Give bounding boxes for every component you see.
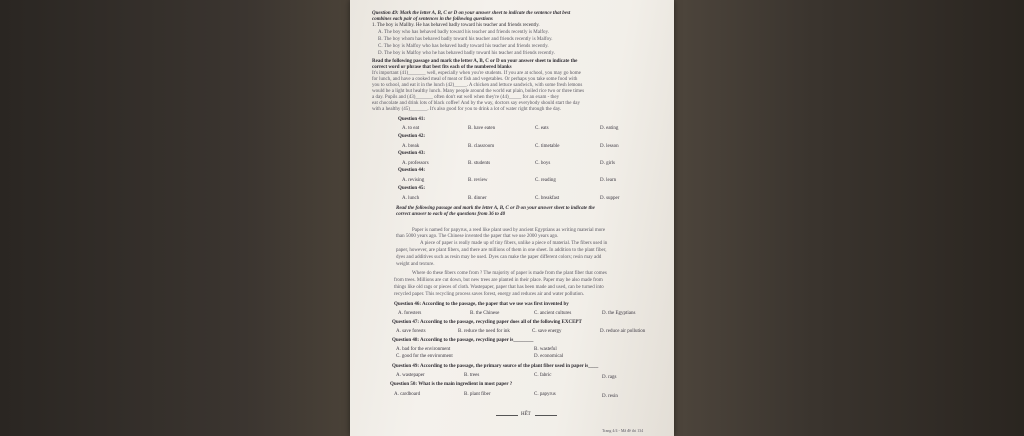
end-rule-left xyxy=(496,415,518,416)
passage1-line: you to school, and eat it in the lunch (42)_____. A chicken and lettuce sandwich, with some fresh lemons xyxy=(372,83,583,88)
exam-paper-sheet xyxy=(350,0,674,436)
passage2-line: things like old rags or pieces of cloth. Wastepaper, paper that has been made and used, can be turned into xyxy=(394,285,604,290)
q49b-option-d: D. rags xyxy=(602,375,617,380)
passage2-instruction-line2: correct answer to each of the questions from 36 to 40 xyxy=(396,212,506,217)
q46-option-b: B. the Chinese xyxy=(470,311,500,316)
passage2-line: weight and texture. xyxy=(396,262,435,267)
q41-option-c: C. eats xyxy=(535,126,549,131)
question-49-stem: Question 49: According to the passage, the primary source of the plant fiber used in paper is____ xyxy=(392,364,599,369)
q49-instruction-line1: Question 49: Mark the letter A, B, C or D on your answer sheet to indicate the sentence that best xyxy=(372,11,571,16)
question-43-label: Question 43: xyxy=(398,151,426,156)
q41-option-d: D. eating xyxy=(600,126,619,131)
background-right xyxy=(674,0,1024,436)
q45-option-d: D. supper xyxy=(600,196,620,201)
passage2-instruction-line1: Read the following passage and mark the letter A, B, C or D on your answer sheet to indicate the xyxy=(396,206,595,211)
question-44-label: Question 44: xyxy=(398,168,426,173)
q48-option-d: D. economical xyxy=(534,354,564,359)
q42-option-a: A. break xyxy=(402,144,420,149)
q44-option-b: B. review xyxy=(468,178,488,183)
q48-option-b: B. wasteful xyxy=(534,347,557,352)
passage1-line: with a healthy (45)_______. It's also good for you to drink a lot of water right through the day. xyxy=(372,107,562,112)
q46-option-a: A. foresters xyxy=(398,311,422,316)
passage1-line: It's important (41)_______ well, especially when you're students. If you are at school, you may go home xyxy=(372,71,581,76)
passage1-line: eat chocolate and drink lots of black coffee! And by the way, doctors say everybody should start the day xyxy=(372,101,580,106)
passage2-line: paper, however, are plant fibers, and there are millions of them in one sheet. In addition to the plant fiber, xyxy=(396,248,607,253)
q42-option-b: B. classroom xyxy=(468,144,495,149)
passage2-line: from trees. Millions are cut down, but new trees are planted in their place. Paper may be also made from xyxy=(394,278,603,283)
q41-option-a: A. to eat xyxy=(402,126,420,131)
passage1-line: for lunch, and have a cooked meal of meat or fish and vegetables. Or perhaps you take some food with xyxy=(372,77,578,82)
q49-option-d: D. The boy is Malfoy who he has behaved badly toward his teacher and friends recently. xyxy=(378,51,555,56)
passage2-line: than 5000 years ago. The Chinese invented the paper that we use 2000 years ago. xyxy=(396,234,559,239)
q43-option-d: D. girls xyxy=(600,161,615,166)
q45-option-a: A. lunch xyxy=(402,196,420,201)
passage1-line: a day. Pupils and (43)_______ often don't eat well when they're (44)_____ for an exam - they xyxy=(372,95,560,100)
q45-option-c: C. breakfast xyxy=(535,196,560,201)
q49-stem: 1. The boy is Mallby. He has behaved badly toward his teacher and friends recently. xyxy=(372,23,540,28)
q48-option-a: A. bad for the environment xyxy=(396,347,451,352)
q42-option-d: D. lesson xyxy=(600,144,619,149)
q49-instruction-line2: combines each pair of sentences in the following questions xyxy=(372,17,493,22)
question-47-stem: Question 47: According to the passage, recycling paper does all of the following EXCEPT xyxy=(392,320,582,325)
page-footer: Trang 4/4 - Mã đề thi 134 xyxy=(602,428,644,433)
question-45-label: Question 45: xyxy=(398,186,426,191)
passage2-line: recycled paper. This recycling process saves forest, energy and reduces air and water pollution. xyxy=(394,292,585,297)
q50-option-b: B. plant fiber xyxy=(464,392,491,397)
q44-option-c: C. reading xyxy=(535,178,556,183)
passage1-instruction-line1: Read the following passage and mark the letter A, B, C or D on your answer sheet to indicate the xyxy=(372,59,578,64)
q44-option-d: D. learn xyxy=(600,178,617,183)
q49b-option-a: A. wastepaper xyxy=(396,373,425,378)
q47-option-d: D. reduce air pollution xyxy=(600,329,646,334)
q50-option-c: C. papyrus xyxy=(534,392,556,397)
q49b-option-c: C. fabric xyxy=(534,373,552,378)
question-41-label: Question 41: xyxy=(398,117,426,122)
q50-option-d: D. resin xyxy=(602,394,618,399)
q43-option-a: A. professors xyxy=(402,161,429,166)
q46-option-c: C. ancient cultures xyxy=(534,311,572,316)
q49b-option-b: B. trees xyxy=(464,373,480,378)
passage1-line: would be a light but healthy lunch. Many people around the world eat plain, boiled rice two or three times xyxy=(372,89,585,94)
q50-option-a: A. cardboard xyxy=(394,392,421,397)
passage2-line: Where do these fibers come from ? The majority of paper is made from the plant fiber that comes xyxy=(412,271,607,276)
q44-option-a: A. revising xyxy=(402,178,425,183)
question-46-stem: Question 46: According to the passage, the paper that we use was first invented by xyxy=(394,302,569,307)
passage2-line: Paper is named for papyrus, a reed like plant used by ancient Egyptians as writing material more xyxy=(412,228,606,233)
passage1-instruction-line2: correct word or phrase that best fits each of the numbered blanks xyxy=(372,65,512,70)
q47-option-c: C. save energy xyxy=(532,329,562,334)
question-42-label: Question 42: xyxy=(398,134,426,139)
q49-option-c: C. The boy is Malfoy who has behaved badly toward his teacher and friends recently. xyxy=(378,44,549,49)
question-50-stem: Question 50: What is the main ingredient in most paper ? xyxy=(390,382,513,387)
q48-option-c: C. good for the environment xyxy=(396,354,453,359)
end-rule-right xyxy=(535,415,557,416)
q42-option-c: C. timetable xyxy=(535,144,560,149)
end-marker: HẾT xyxy=(521,412,531,417)
q46-option-d: D. the Egyptians xyxy=(602,311,636,316)
q47-option-b: B. reduce the need for ink xyxy=(458,329,510,334)
passage2-line: dyes and additives such as resin may be used. Dyes can make the paper different colors; resin may add xyxy=(396,255,602,260)
passage2-line: A piece of paper is really made up of tiny fibers, unlike a piece of material. The fibers used in xyxy=(420,241,608,246)
q43-option-b: B. students xyxy=(468,161,491,166)
background-left xyxy=(0,0,350,436)
q49-option-a: A. The boy who has behaved badly toward his teacher and friends recently is Malfoy. xyxy=(378,30,549,35)
q47-option-a: A. save forests xyxy=(396,329,426,334)
q41-option-b: B. have eaten xyxy=(468,126,496,131)
q45-option-b: B. dinner xyxy=(468,196,487,201)
q43-option-c: C. boys xyxy=(535,161,551,166)
q49-option-b: B. The boy whom has behaved badly toward his teacher and friends recently is Malfoy. xyxy=(378,37,553,42)
question-48-stem: Question 48: According to the passage, recycling paper is________ xyxy=(392,338,534,343)
